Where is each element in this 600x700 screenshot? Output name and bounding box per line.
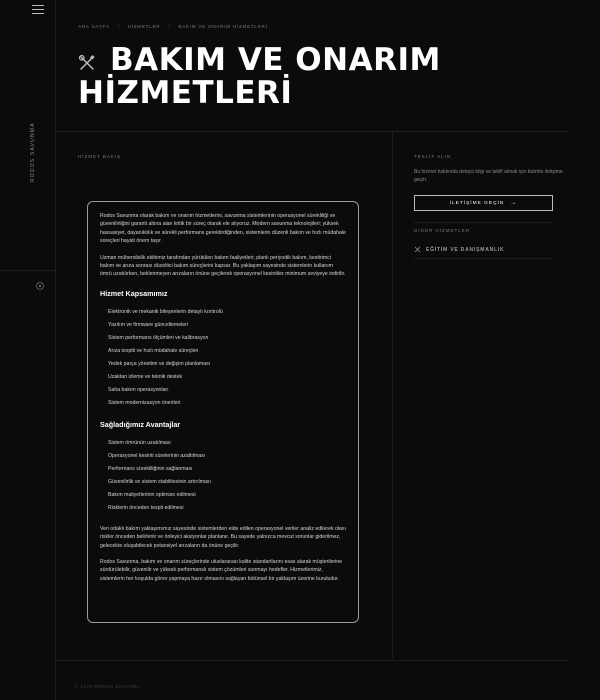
page-header bbox=[78, 44, 578, 110]
other-service-label: EĞİTİM VE DANIŞMANLIK bbox=[426, 246, 505, 253]
scope-heading: Hizmet Kapsamımız bbox=[100, 288, 168, 298]
approach-paragraph: Uzman mühendislik ekibimiz tarafından yürütülen bakım faaliyetleri; planlı periyodik bakım, kestirimci bakım ve arıza sonrası düzeltici bakım süreçlerini kapsar. Bu yaklaşım sayesinde sistemlerin kullanım ömrü uzatılırken, beklenmeyen arızaların önüne geçilerek operasyonel kesintiler minimum seviyeye indirilir. bbox=[100, 254, 346, 278]
list-item: Yazılım ve firmware güncellemeleri bbox=[108, 321, 189, 328]
other-services-tag: DİĞER HİZMETLER bbox=[414, 228, 471, 233]
list-item: Sistem ömrünün uzatılması bbox=[108, 439, 171, 446]
section-tag: HİZMET BAKIŞ bbox=[78, 154, 122, 159]
left-rail bbox=[0, 0, 56, 700]
footer-divider bbox=[56, 660, 568, 661]
analytics-paragraph: Veri odaklı bakım yaklaşımımız sayesinde sistemlerden elde edilen operasyonel veriler analiz edilerek olası riskler önceden belirlenir ve önleyici aksiyonlar planlanır. Bu sayede yalnızca mevcut sorunlar giderilmez, gelecekte oluşabilecek potansiyel arızaların da önüne geçilir. bbox=[100, 525, 346, 549]
rail-divider bbox=[0, 270, 56, 271]
page-title-line1: BAKIM VE ONARIM bbox=[110, 42, 441, 78]
breadcrumb-home[interactable]: ANA SAYFA bbox=[78, 24, 110, 29]
contact-button-label: İLETİŞİME GEÇİN bbox=[449, 200, 505, 206]
list-item: Elektronik ve mekanik bileşenlerin detaylı kontrolü bbox=[108, 308, 223, 315]
breadcrumb-separator: | bbox=[117, 24, 120, 29]
list-item: Uzaktan izleme ve teknik destek bbox=[108, 373, 183, 380]
rail-brand-text: RODOS SAVUNMA bbox=[30, 122, 36, 182]
benefits-list bbox=[108, 437, 346, 515]
list-item: Sistem modernizasyon önerileri bbox=[108, 399, 181, 406]
service-content-card bbox=[87, 201, 359, 623]
scope-list bbox=[108, 306, 346, 410]
breadcrumb-current: BAKIM VE ONARIM HİZMETLERİ bbox=[178, 24, 268, 29]
page-title-line2: HİZMETLERİ bbox=[78, 75, 293, 111]
list-item: Arıza tespiti ve hızlı müdahale süreçleri bbox=[108, 347, 199, 354]
tools-icon bbox=[78, 54, 96, 72]
arrow-right-icon: → bbox=[510, 200, 518, 206]
benefits-heading: Sağladığımız Avantajlar bbox=[100, 419, 181, 429]
breadcrumb-separator: | bbox=[168, 24, 171, 29]
list-item: Bakım maliyetlerinin optimize edilmesi bbox=[108, 491, 196, 498]
list-item: Performans sürekliliğinin sağlanması bbox=[108, 465, 193, 472]
contact-button[interactable] bbox=[414, 195, 553, 211]
quote-tag: TEKLİF ALIN bbox=[414, 154, 452, 159]
sidebar-divider bbox=[414, 222, 553, 223]
tools-icon bbox=[414, 246, 421, 253]
list-item: Risklerin önceden tespit edilmesi bbox=[108, 504, 184, 511]
breadcrumb-services[interactable]: HİZMETLER bbox=[127, 24, 161, 29]
intro-paragraph: Rodos Savunma olarak bakım ve onarım hizmetlerini, savunma sistemlerinin operasyonel sürekliliği ve güvenilirliğini garanti altına alan kritik bir süreç olarak ele alıyoruz. Modern savunma teknolojileri; yüksek hassasiyet, dayanıklılık ve sürekli performans gerektirdiğinden, sistemlerin düzenli bakım ve hızlı müdahale süreçleri hayati önem taşır. bbox=[100, 213, 346, 245]
list-item: Yedek parça yönetimi ve değişim planlaması bbox=[108, 360, 211, 367]
other-service-link[interactable] bbox=[414, 246, 504, 253]
column-divider bbox=[392, 131, 393, 659]
list-item: Saha bakım operasyonları bbox=[108, 386, 169, 393]
target-icon[interactable] bbox=[36, 282, 44, 290]
quote-description: Bu hizmet hakkında detaylı bilgi ve teklif almak için bizimle iletişime geçin. bbox=[414, 169, 563, 183]
list-item: Güvenilirlik ve sistem stabilitesinin artırılması bbox=[108, 478, 211, 485]
menu-icon[interactable] bbox=[32, 5, 44, 15]
breadcrumb bbox=[78, 24, 268, 29]
closing-paragraph: Rodos Savunma, bakım ve onarım süreçlerinde uluslararası kalite standartlarını esas alarak müşterilerine sürdürülebilir, güvenilir ve yüksek performanslı sistem çözümleri sunmayı hedefler. Hizmetlerimiz, sistemlerin her koşulda görev yapmaya hazır olmasını sağlayan bütünsel bir yaklaşım üzerine kuruludur. bbox=[100, 559, 343, 582]
page-title bbox=[78, 44, 578, 110]
list-item: Sistem performans ölçümleri ve kalibrasyon bbox=[108, 334, 209, 341]
header-divider bbox=[56, 131, 568, 132]
footer-copyright: © 2025 RODOS SAVUNMA bbox=[75, 684, 141, 689]
list-item: Operasyonel kesinti sürelerinin azaltılması bbox=[108, 452, 206, 459]
sidebar-divider bbox=[414, 258, 553, 259]
